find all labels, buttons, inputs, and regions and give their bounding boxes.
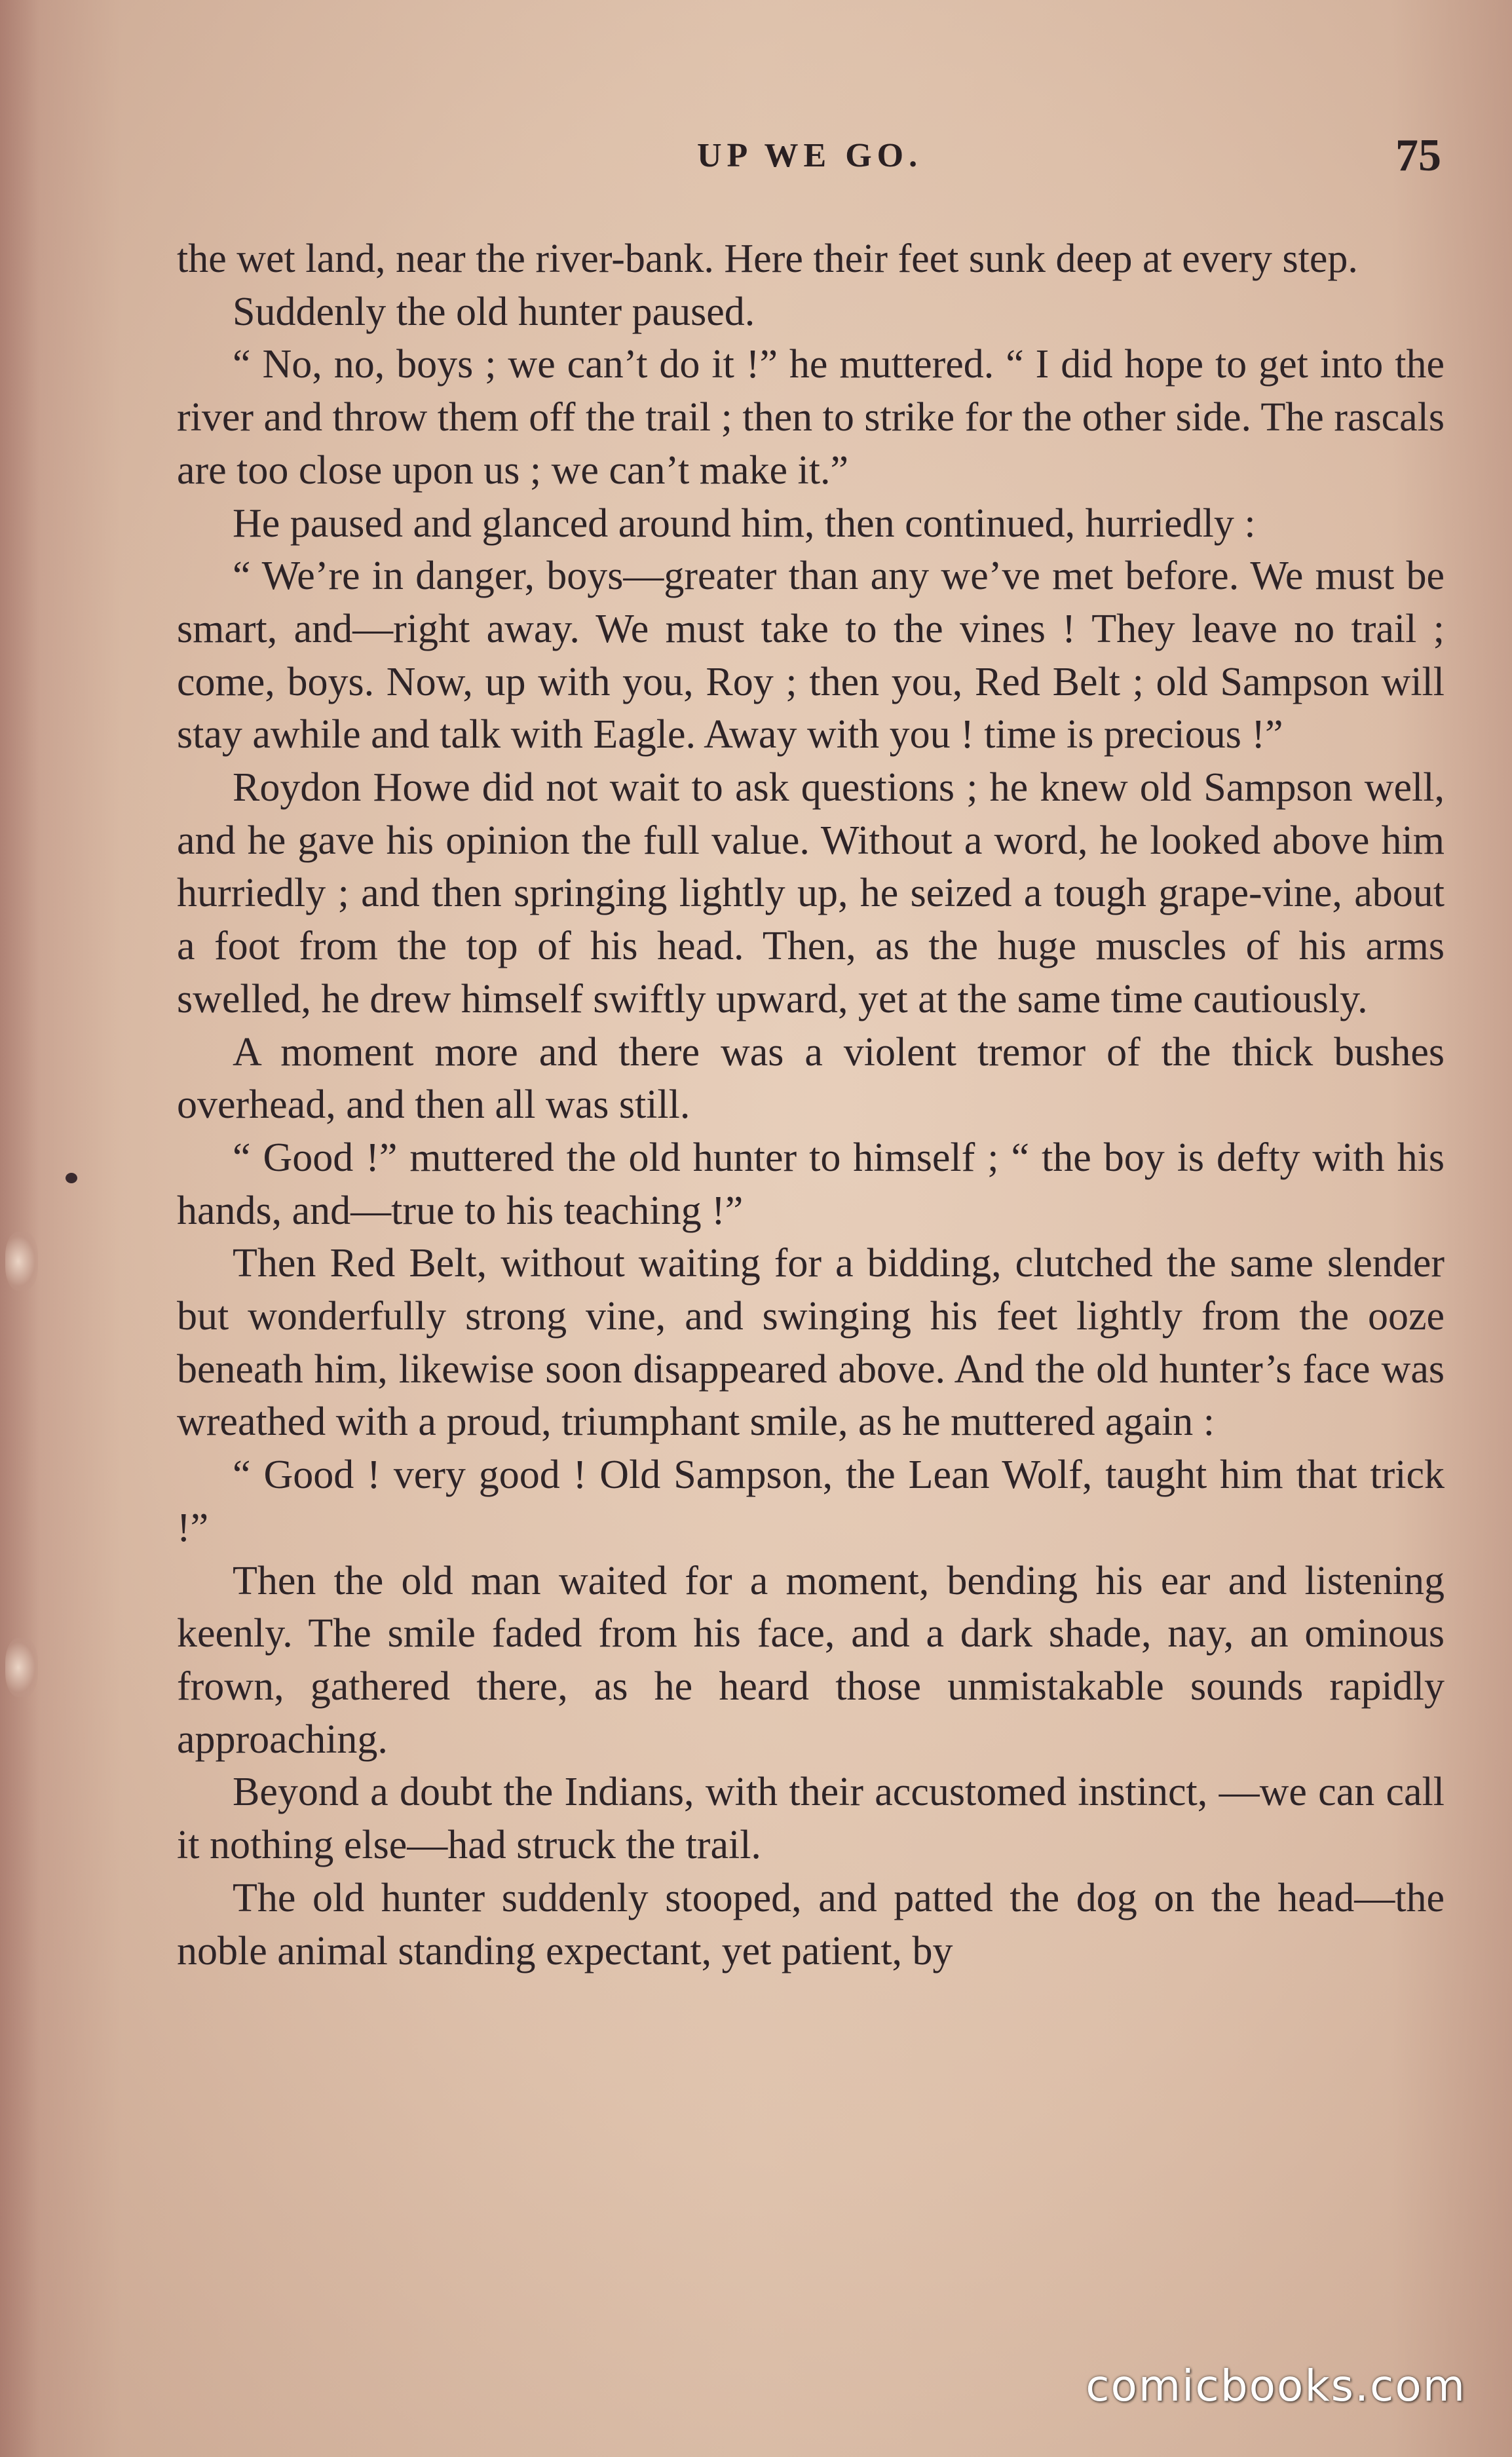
paragraph: “ Good !” muttered the old hunter to himself ; “ the boy is defty with his hands, and—true to his teaching !” [177,1135,1445,1233]
page-edge-shadow [0,0,39,2457]
body-text [177,233,1445,1977]
ink-speck [66,1173,77,1183]
page-header [0,130,1512,182]
paragraph: The old hunter suddenly stooped, and patted the dog on the head—the noble animal standing expectant, yet patient, by [177,1875,1445,1973]
page-number: 75 [1395,130,1441,181]
site-watermark: comicbooks.com [1086,2361,1466,2411]
paragraph: A moment more and there was a violent tremor of the thick bushes overhead, and then all was still. [177,1029,1445,1128]
paragraph: Roydon Howe did not wait to ask questions ; he knew old Sampson well, and he gave his opinion the full value. Without a word, he looked above him hurriedly ; and then springing lightly up, he seized a tough grape-vine, about a foot from the top of his head. Then, as the huge muscles of his arms swelled, he drew himself swiftly upward, yet at the same time cautiously. [177,765,1445,1021]
paragraph: Suddenly the old hunter paused. [233,289,755,334]
paragraph: Then the old man waited for a moment, bending his ear and listening keenly. The smile faded from his face, and a dark shade, nay, an ominous frown, gathered there, as he heard those unmistakable sounds rapidly approaching. [177,1558,1445,1762]
paragraph: “ We’re in danger, boys—greater than any we’ve met before. We must be smart, and—right away. We must take to the vines ! They leave no trail ; come, boys. Now, up with you, Roy ; then you, Red Belt ; old Sampson will stay awhile and talk with Eagle. Away with you ! time is precious !” [177,554,1445,757]
paragraph: “ Good ! very good ! Old Sampson, the Lean Wolf, taught him that trick !” [177,1453,1445,1550]
binding-hole [5,1232,38,1291]
paragraph: Then Red Belt, without waiting for a bidding, clutched the same slender but wonderfully strong vine, and swinging his feet lightly from the ooze beneath him, likewise soon disappeared above. And the old hunter’s face was wreathed with a proud, triumphant smile, as he muttered again : [177,1241,1445,1445]
paragraph: the wet land, near the river-bank. Here their feet sunk deep at every step. [177,237,1358,281]
running-head: UP WE GO. [697,137,923,174]
binding-hole [5,1638,38,1697]
paragraph: He paused and glanced around him, then continued, hurriedly : [233,501,1256,546]
paragraph: Beyond a doubt the Indians, with their accustomed instinct, —we can call it nothing else—had struck the trail. [177,1770,1445,1868]
paragraph: “ No, no, boys ; we can’t do it !” he muttered. “ I did hope to get into the river and throw them off the trail ; then to strike for the other side. The rascals are too close upon us ; we can’t make it.” [177,342,1445,493]
